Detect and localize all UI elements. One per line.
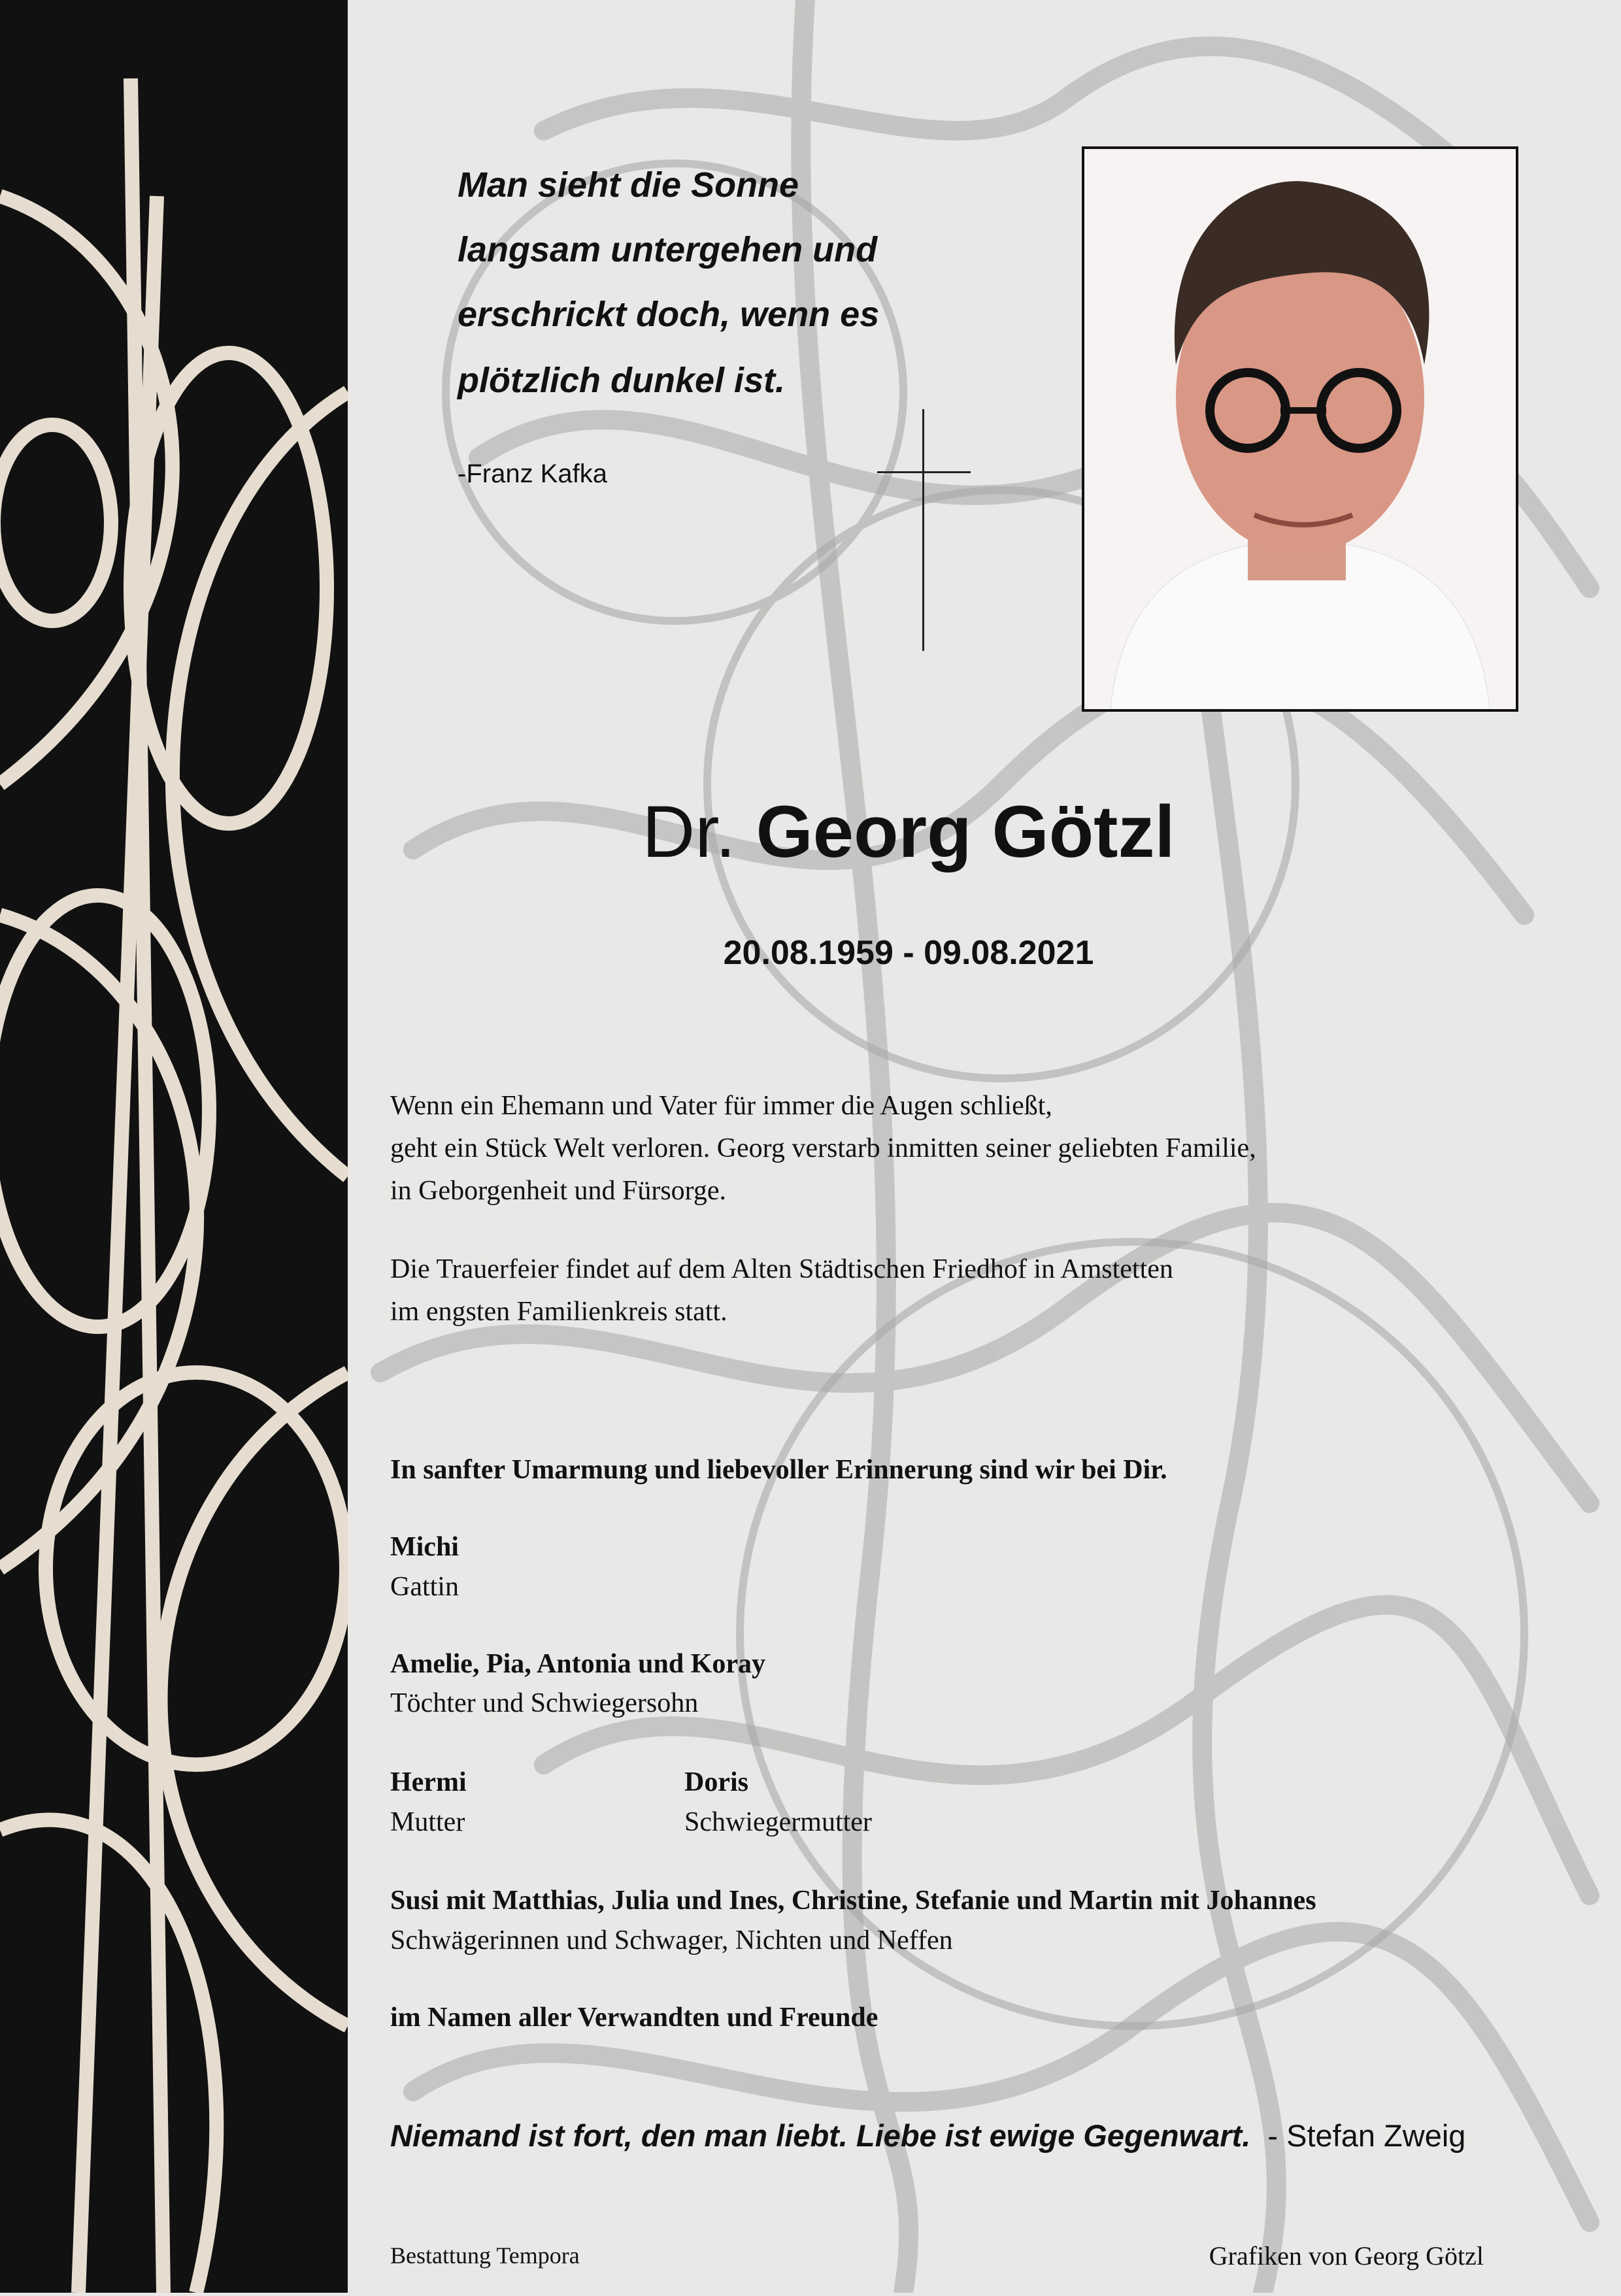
text-line: Wenn ein Ehemann und Vater für immer die Augen schließt,	[390, 1091, 1052, 1121]
mourner-relation: Mutter	[390, 1807, 465, 1837]
name-title: Dr.	[642, 791, 736, 873]
text-line: Die Trauerfeier findet auf dem Alten Städtischen Friedhof in Amstetten	[390, 1254, 1173, 1284]
cross-icon	[922, 409, 924, 651]
text-line: in Geborgenheit und Fürsorge.	[390, 1176, 727, 1206]
quote-line: langsam untergehen und	[458, 230, 878, 269]
portrait-photo	[1082, 146, 1518, 712]
quote-author: -Franz Kafka	[458, 459, 607, 488]
deceased-name	[0, 790, 1621, 874]
text-line: im engsten Familienkreis statt.	[390, 1297, 727, 1327]
mourner-name: Doris	[684, 1767, 748, 1797]
footer-funeral-home: Bestattung Tempora	[390, 2242, 580, 2269]
mourner-relation: Gattin	[390, 1572, 459, 1602]
quote-line: plötzlich dunkel ist.	[458, 361, 786, 400]
mourner-name: Susi mit Matthias, Julia und Ines, Christine, Stefanie und Martin mit Johannes	[390, 1886, 1316, 1916]
mourner-name: Hermi	[390, 1767, 467, 1797]
final-quote-author: - Stefan Zweig	[1267, 2118, 1466, 2153]
quote-line: erschrickt doch, wenn es	[458, 295, 880, 334]
left-woodcut-panel	[0, 0, 348, 2293]
life-dates: 20.08.1959 - 09.08.2021	[723, 934, 1094, 972]
mourner-name: Amelie, Pia, Antonia und Koray	[390, 1649, 766, 1679]
mourner-name: Michi	[390, 1532, 459, 1562]
cross-icon-bar	[877, 471, 971, 473]
footer-graphics-credit: Grafiken von Georg Götzl	[1209, 2241, 1484, 2271]
mourner-relation: Töchter und Schwiegersohn	[390, 1688, 699, 1718]
final-quote-text: Niemand ist fort, den man liebt. Liebe ist ewige Gegenwart.	[390, 2118, 1251, 2153]
quote-line: Man sieht die Sonne	[458, 165, 799, 205]
text-line: geht ein Stück Welt verloren. Georg verstarb inmitten seiner geliebten Familie,	[390, 1133, 1256, 1163]
woodcut-graphic	[0, 0, 348, 2293]
name-full: Georg Götzl	[756, 791, 1175, 873]
intro-line: In sanfter Umarmung und liebevoller Erinnerung sind wir bei Dir.	[390, 1455, 1167, 1485]
closing-line: im Namen aller Verwandten und Freunde	[390, 2003, 878, 2033]
final-quote	[390, 2118, 1465, 2154]
mourner-relation: Schwiegermutter	[684, 1807, 872, 1837]
mourner-relation: Schwägerinnen und Schwager, Nichten und Neffen	[390, 1925, 953, 1955]
